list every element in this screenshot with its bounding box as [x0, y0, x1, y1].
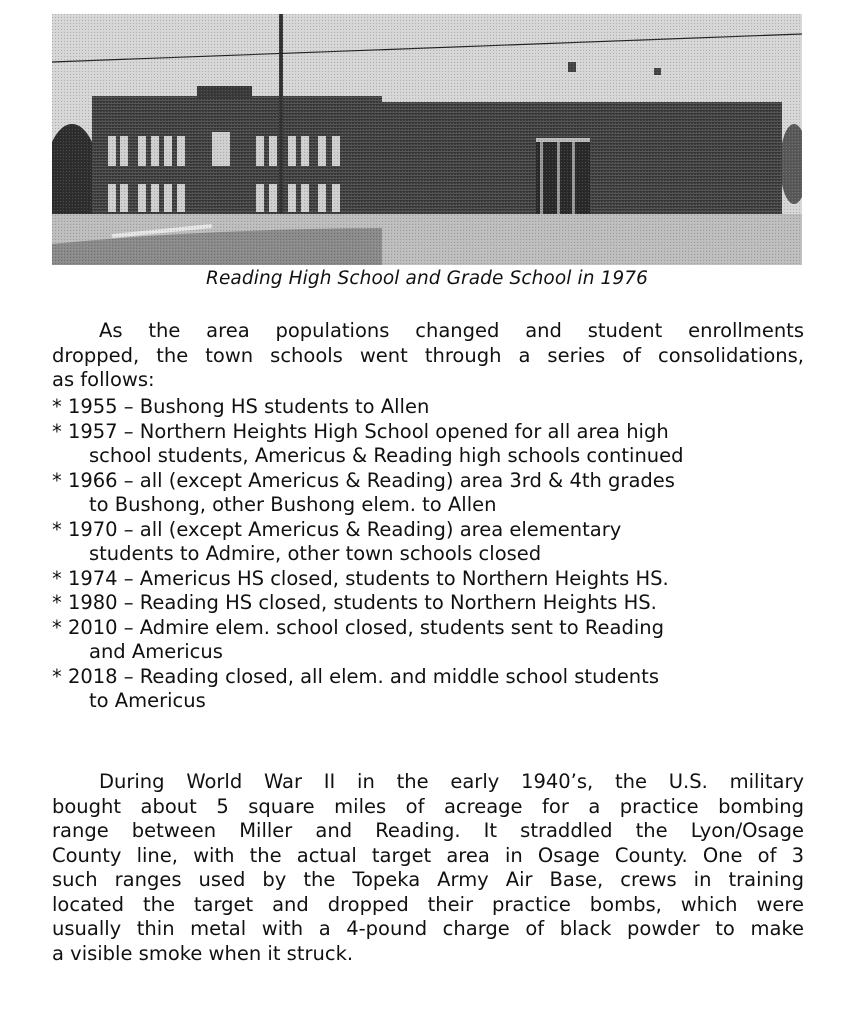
wwii-paragraph — [52, 770, 804, 966]
consolidation-item — [52, 616, 812, 665]
consolidation-first-line: * 1955 – Bushong HS students to Allen — [52, 395, 430, 418]
consolidation-year: 1955 — [67, 395, 118, 418]
consolidation-text: all (except Americus & Reading) area elementary — [139, 517, 622, 541]
wwii-line: range between Miller and Reading. It straddled the Lyon/Osage — [52, 819, 804, 842]
consolidation-item — [52, 395, 812, 420]
consolidation-continuation: school students, Americus & Reading high schools continued — [89, 444, 684, 467]
consolidation-first-line: * 1966 – all (except Americus & Reading) area 3rd & 4th grades — [52, 468, 675, 492]
consolidation-item — [52, 518, 812, 567]
consolidation-year: 1974 — [67, 566, 118, 590]
consolidation-text: Americus HS closed, students to Northern Heights HS. — [139, 566, 669, 590]
consolidation-text: Bushong HS students to Allen — [139, 395, 430, 418]
school-photo — [52, 14, 802, 265]
wwii-line: such ranges used by the Topeka Army Air Base, crews in training — [52, 868, 804, 891]
consolidation-text: Reading closed, all elem. and middle school students — [139, 664, 659, 688]
bullet-asterisk: * — [52, 517, 62, 541]
consolidation-continuation: to Bushong, other Bushong elem. to Allen — [89, 493, 497, 516]
wwii-line: County line, with the actual target area in Osage County. One of 3 — [52, 843, 804, 867]
intro-line: as follows: — [52, 368, 155, 391]
consolidation-first-line: * 1980 – Reading HS closed, students to Northern Heights HS. — [52, 591, 657, 614]
consolidation-year: 2018 — [67, 664, 118, 688]
wwii-line: usually thin metal with a 4-pound charge of black powder to make — [52, 917, 804, 940]
consolidation-item — [52, 420, 812, 469]
consolidation-first-line: * 2018 – Reading closed, all elem. and middle school students — [52, 664, 659, 688]
bullet-asterisk: * — [52, 566, 62, 590]
bullet-asterisk: * — [52, 591, 62, 614]
bullet-asterisk: * — [52, 615, 62, 639]
bullet-asterisk: * — [52, 664, 62, 688]
consolidation-text: all (except Americus & Reading) area 3rd & 4th grades — [139, 468, 675, 492]
wwii-line: located the target and dropped their practice bombs, which were — [52, 892, 804, 916]
intro-paragraph — [52, 319, 804, 393]
consolidation-continuation: and Americus — [89, 640, 223, 663]
wwii-line: During World War II in the early 1940’s, the U.S. military — [99, 770, 804, 793]
consolidation-text: Admire elem. school closed, students sent to Reading — [139, 615, 665, 639]
bullet-asterisk: * — [52, 395, 62, 418]
consolidation-year: 1980 — [67, 591, 118, 614]
intro-line: dropped, the town schools went through a series of consolidations, — [52, 343, 804, 367]
consolidation-first-line: * 1974 – Americus HS closed, students to Northern Heights HS. — [52, 566, 669, 590]
consolidation-list — [52, 395, 812, 714]
consolidation-continuation: to Americus — [89, 689, 206, 712]
intro-line: As the area populations changed and student enrollments — [99, 319, 804, 342]
consolidation-year: 2010 — [67, 615, 118, 639]
consolidation-item — [52, 591, 812, 616]
consolidation-item — [52, 469, 812, 518]
consolidation-year: 1957 — [67, 419, 118, 443]
consolidation-year: 1966 — [67, 468, 118, 492]
consolidation-text: Northern Heights High School opened for all area high — [139, 419, 669, 443]
consolidation-continuation: students to Admire, other town schools closed — [89, 542, 542, 565]
wwii-line: a visible smoke when it struck. — [52, 941, 354, 965]
bullet-asterisk: * — [52, 468, 62, 492]
school-building-illustration — [52, 14, 802, 265]
consolidation-item — [52, 567, 812, 592]
consolidation-text: Reading HS closed, students to Northern Heights HS. — [139, 591, 657, 614]
consolidation-first-line: * 1957 – Northern Heights High School opened for all area high — [52, 419, 669, 443]
consolidation-item — [52, 665, 812, 714]
wwii-line: bought about 5 square miles of acreage for a practice bombing — [52, 794, 804, 818]
photo-caption: Reading High School and Grade School in 1976 — [206, 268, 648, 289]
bullet-asterisk: * — [52, 419, 62, 443]
consolidation-first-line: * 2010 – Admire elem. school closed, students sent to Reading — [52, 615, 665, 639]
consolidation-first-line: * 1970 – all (except Americus & Reading) area elementary — [52, 517, 622, 541]
consolidation-year: 1970 — [67, 517, 118, 541]
